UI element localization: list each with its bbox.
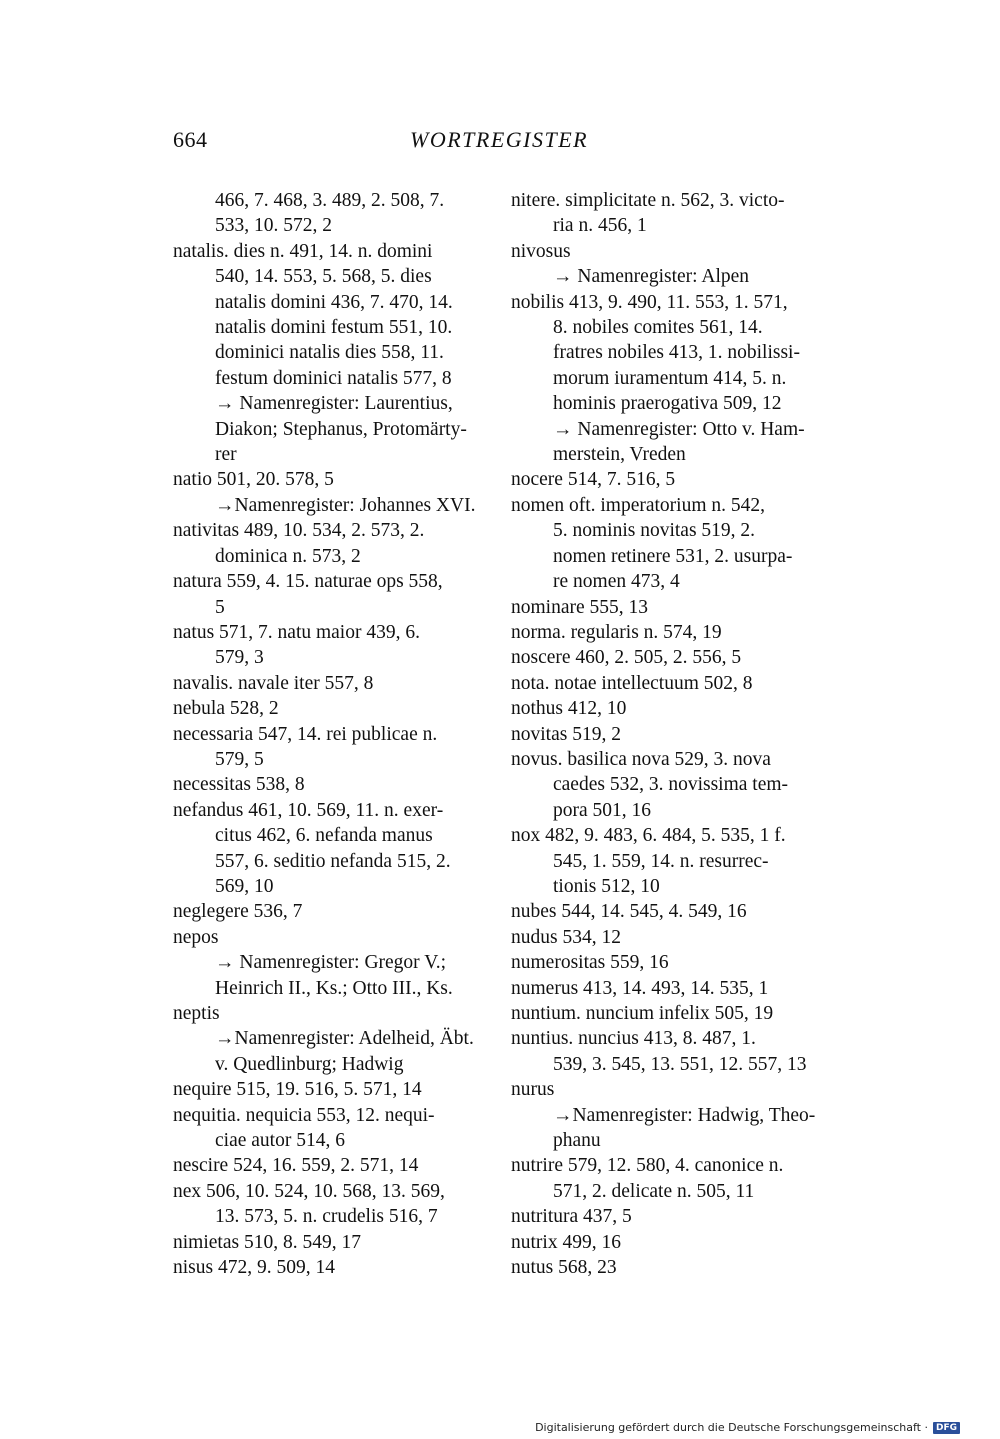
entry-line: nutrire 579, 12. 580, 4. canonice n. bbox=[511, 1155, 784, 1177]
entry-line: merstein, Vreden bbox=[553, 444, 686, 466]
entry-line: 540, 14. 553, 5. 568, 5. dies bbox=[215, 266, 432, 288]
entry-line: →Namenregister: Johannes XVI. bbox=[215, 494, 476, 516]
index-entry bbox=[511, 823, 821, 899]
entry-line: nuntium. nuncium infelix 505, 19 bbox=[511, 1003, 774, 1024]
index-entry bbox=[173, 467, 488, 518]
index-entry bbox=[511, 645, 821, 670]
entry-line: v. Quedlinburg; Hadwig bbox=[215, 1053, 404, 1075]
entry-line: re nomen 473, 4 bbox=[553, 571, 680, 593]
entry-line: nothus 412, 10 bbox=[511, 698, 627, 720]
entry-line: nominare 555, 13 bbox=[511, 596, 649, 618]
index-entry bbox=[173, 1077, 488, 1102]
entry-line: nocere 514, 7. 516, 5 bbox=[511, 469, 676, 491]
entry-line: 579, 3 bbox=[215, 647, 264, 669]
entry-line: tionis 512, 10 bbox=[553, 875, 660, 897]
index-entry bbox=[173, 620, 488, 671]
entry-line: citus 462, 6. nefanda manus bbox=[215, 825, 433, 847]
index-entry bbox=[173, 518, 488, 569]
entry-line: → Namenregister: Laurentius, bbox=[215, 393, 453, 415]
index-entry bbox=[173, 569, 488, 620]
entry-line: novus. basilica nova 529, 3. nova bbox=[511, 748, 771, 770]
entry-line: nequitia. nequicia 553, 12. nequi- bbox=[173, 1104, 435, 1126]
entry-line: 569, 10 bbox=[215, 875, 274, 897]
entry-line: 539, 3. 545, 13. 551, 12. 557, 13 bbox=[553, 1053, 807, 1075]
entry-line: necessaria 547, 14. rei publicae n. bbox=[173, 723, 438, 745]
entry-line: Heinrich II., Ks.; Otto III., Ks. bbox=[215, 977, 453, 999]
right-column bbox=[511, 188, 821, 1280]
index-entry bbox=[173, 925, 488, 1001]
entry-line: → Namenregister: Gregor V.; bbox=[215, 952, 447, 974]
entry-line: nivosus bbox=[511, 240, 571, 262]
entry-line: nomen oft. imperatorium n. 542, bbox=[511, 494, 765, 516]
entry-line: novitas 519, 2 bbox=[511, 723, 621, 745]
entry-line: 5 bbox=[215, 596, 225, 618]
entry-line: → Namenregister: Otto v. Ham- bbox=[553, 418, 805, 440]
entry-line: pora 501, 16 bbox=[553, 799, 652, 821]
index-entry bbox=[173, 1001, 488, 1077]
entry-line: fratres nobiles 413, 1. nobilissi- bbox=[553, 342, 800, 364]
entry-line: nudus 534, 12 bbox=[511, 926, 621, 948]
index-entry bbox=[173, 1153, 488, 1178]
index-entry bbox=[511, 1001, 821, 1026]
entry-line: →Namenregister: Adelheid, Äbt. bbox=[215, 1028, 474, 1050]
index-entry bbox=[511, 950, 821, 975]
entry-line: →Namenregister: Hadwig, Theo- bbox=[553, 1104, 816, 1126]
entry-line: morum iuramentum 414, 5. n. bbox=[553, 367, 787, 389]
entry-line: neptis bbox=[173, 1003, 220, 1024]
entry-line: caedes 532, 3. novissima tem- bbox=[553, 774, 789, 796]
entry-line: festum dominici natalis 577, 8 bbox=[215, 367, 452, 389]
entry-line: 13. 573, 5. n. crudelis 516, 7 bbox=[215, 1206, 438, 1228]
entry-line: norma. regularis n. 574, 19 bbox=[511, 621, 722, 643]
index-entry bbox=[173, 1230, 488, 1255]
index-entry bbox=[511, 899, 821, 924]
index-entry bbox=[511, 1204, 821, 1229]
entry-line: Diakon; Stephanus, Protomärty- bbox=[215, 418, 467, 440]
entry-line: numerus 413, 14. 493, 14. 535, 1 bbox=[511, 977, 769, 999]
entry-line: nativitas 489, 10. 534, 2. 573, 2. bbox=[173, 520, 425, 542]
entry-line: 557, 6. seditio nefanda 515, 2. bbox=[215, 850, 451, 872]
index-entry bbox=[511, 976, 821, 1001]
index-entry bbox=[511, 1230, 821, 1255]
entry-line: navalis. navale iter 557, 8 bbox=[173, 672, 374, 694]
entry-line: nuntius. nuncius 413, 8. 487, 1. bbox=[511, 1028, 756, 1050]
left-column bbox=[173, 188, 488, 1280]
index-entry bbox=[511, 467, 821, 492]
index-entry bbox=[173, 722, 488, 773]
page-number: 664 bbox=[173, 127, 208, 152]
index-entry bbox=[511, 722, 821, 747]
entry-line: dominici natalis dies 558, 11. bbox=[215, 342, 444, 364]
entry-line: 8. nobiles comites 561, 14. bbox=[553, 317, 763, 339]
entry-line: 579, 5 bbox=[215, 748, 264, 770]
entry-line: → Namenregister: Alpen bbox=[553, 266, 750, 288]
index-entry bbox=[173, 1103, 488, 1154]
entry-line: nutritura 437, 5 bbox=[511, 1206, 632, 1228]
entry-line: rer bbox=[215, 444, 237, 466]
entry-line: nobilis 413, 9. 490, 11. 553, 1. 571, bbox=[511, 291, 788, 313]
index-entry bbox=[511, 696, 821, 721]
dfg-logo: DFG bbox=[933, 1422, 960, 1434]
entry-line: natura 559, 4. 15. naturae ops 558, bbox=[173, 571, 443, 593]
index-entry bbox=[511, 493, 821, 595]
index-entry bbox=[511, 671, 821, 696]
entry-line: nequire 515, 19. 516, 5. 571, 14 bbox=[173, 1079, 422, 1101]
entry-line: 571, 2. delicate n. 505, 11 bbox=[553, 1180, 755, 1202]
index-entry bbox=[511, 620, 821, 645]
entry-line: noscere 460, 2. 505, 2. 556, 5 bbox=[511, 647, 742, 669]
entry-line: numerositas 559, 16 bbox=[511, 952, 669, 974]
footer bbox=[535, 1421, 960, 1434]
entry-line: nescire 524, 16. 559, 2. 571, 14 bbox=[173, 1155, 419, 1177]
entry-line: nurus bbox=[511, 1079, 555, 1101]
index-entry bbox=[173, 188, 488, 239]
entry-line: nomen retinere 531, 2. usurpa- bbox=[553, 545, 793, 567]
index-entry bbox=[173, 671, 488, 696]
entry-line: natalis domini festum 551, 10. bbox=[215, 317, 453, 339]
entry-line: natalis domini 436, 7. 470, 14. bbox=[215, 291, 453, 313]
entry-line: nota. notae intellectuum 502, 8 bbox=[511, 672, 753, 694]
entry-line: nutrix 499, 16 bbox=[511, 1231, 621, 1253]
index-entry bbox=[173, 899, 488, 924]
index-entry bbox=[511, 925, 821, 950]
entry-line: nebula 528, 2 bbox=[173, 698, 279, 720]
index-entry bbox=[511, 290, 821, 468]
index-entry bbox=[511, 188, 821, 239]
entry-line: ria n. 456, 1 bbox=[553, 215, 647, 237]
entry-line: nox 482, 9. 483, 6. 484, 5. 535, 1 f. bbox=[511, 825, 786, 847]
index-entry bbox=[511, 1077, 821, 1153]
index-entry bbox=[173, 239, 488, 468]
entry-line: 466, 7. 468, 3. 489, 2. 508, 7. bbox=[215, 190, 445, 211]
entry-line: ciae autor 514, 6 bbox=[215, 1130, 345, 1152]
index-entry bbox=[173, 696, 488, 721]
entry-line: 545, 1. 559, 14. n. resurrec- bbox=[553, 850, 769, 872]
entry-line: natalis. dies n. 491, 14. n. domini bbox=[173, 240, 433, 262]
entry-line: nimietas 510, 8. 549, 17 bbox=[173, 1231, 361, 1253]
entry-line: necessitas 538, 8 bbox=[173, 774, 305, 796]
entry-line: nisus 472, 9. 509, 14 bbox=[173, 1257, 335, 1279]
entry-line: nefandus 461, 10. 569, 11. n. exer- bbox=[173, 799, 444, 821]
entry-line: nepos bbox=[173, 926, 219, 948]
index-entry bbox=[511, 1255, 821, 1280]
index-entry bbox=[173, 1255, 488, 1280]
footer-credit: Digitalisierung gefördert durch die Deutsche Forschungsgemeinschaft · bbox=[535, 1421, 928, 1434]
entry-line: dominica n. 573, 2 bbox=[215, 545, 361, 567]
entry-line: nutus 568, 23 bbox=[511, 1257, 617, 1279]
index-entry bbox=[511, 595, 821, 620]
entry-line: 533, 10. 572, 2 bbox=[215, 215, 332, 237]
index-entry bbox=[173, 772, 488, 797]
index-entry bbox=[173, 1179, 488, 1230]
entry-line: 5. nominis novitas 519, 2. bbox=[553, 520, 756, 542]
index-entry bbox=[173, 798, 488, 900]
entry-line: natio 501, 20. 578, 5 bbox=[173, 469, 334, 491]
running-head: WORTREGISTER bbox=[410, 127, 589, 152]
index-entry bbox=[511, 1153, 821, 1204]
index-entry bbox=[511, 239, 821, 290]
entry-line: natus 571, 7. natu maior 439, 6. bbox=[173, 621, 420, 643]
entry-line: nitere. simplicitate n. 562, 3. victo- bbox=[511, 190, 785, 211]
entry-line: phanu bbox=[553, 1130, 601, 1152]
entry-line: hominis praerogativa 509, 12 bbox=[553, 393, 782, 415]
index-entry bbox=[511, 1026, 821, 1077]
entry-line: nubes 544, 14. 545, 4. 549, 16 bbox=[511, 901, 747, 923]
entry-line: nex 506, 10. 524, 10. 568, 13. 569, bbox=[173, 1180, 445, 1202]
index-entry bbox=[511, 747, 821, 823]
entry-line: neglegere 536, 7 bbox=[173, 901, 303, 923]
